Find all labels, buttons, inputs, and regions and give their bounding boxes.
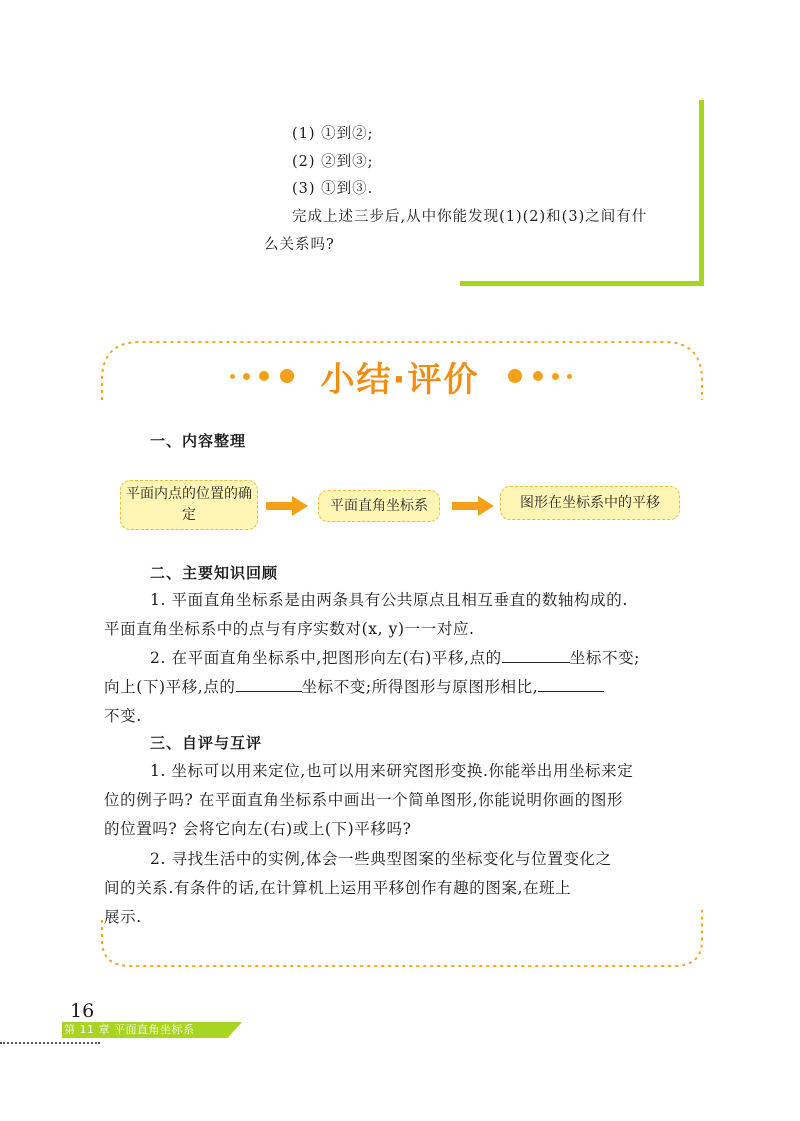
self-eval-para-1-line-2: 位的例子吗? 在平面直角坐标系中画出一个简单图形,你能说明你画的图形 [104, 791, 624, 809]
flow-box-point-position: 平面内点的位置的确定 [120, 480, 258, 530]
fill-blank-2[interactable] [236, 677, 302, 692]
decor-dot [552, 373, 559, 380]
flow-arrow-icon [452, 496, 494, 516]
review-para-1-line-2: 平面直角坐标系中的点与有序实数对(x, y)一一对应. [104, 620, 475, 638]
footer-dotted-rule [0, 1042, 100, 1044]
flow-arrow-icon [266, 496, 308, 516]
summary-title: 小结·评价 [320, 360, 480, 400]
question-line-1: 完成上述三步后,从中你能发现(1)(2)和(3)之间有什 [292, 209, 648, 225]
section-heading-2: 二、主要知识回顾 [150, 564, 279, 582]
question-line-2: 么关系吗? [264, 237, 335, 253]
review-para-2-line-3: 不变. [104, 707, 142, 725]
fill-text: 2. 在平面直角坐标系中,把图形向左(右)平移,点的 [150, 649, 502, 667]
decor-dot [280, 369, 294, 383]
summary-title-banner [226, 350, 576, 400]
page-number: 16 [70, 1000, 95, 1022]
decor-dot [533, 371, 543, 381]
fill-text: 坐标不变; [569, 649, 640, 667]
step-3: (3) ①到③. [292, 181, 374, 197]
self-eval-para-1-line-1: 1. 坐标可以用来定位,也可以用来研究图形变换.你能举出用坐标来定 [150, 762, 634, 780]
self-eval-para-2-line-3: 展示. [104, 908, 142, 926]
decor-dot [259, 371, 269, 381]
activity-box-right-border [699, 100, 704, 286]
fill-blank-3[interactable] [538, 677, 604, 692]
decor-dot [567, 374, 572, 379]
review-para-2-line-1 [150, 646, 640, 668]
chapter-label: 第 11 章 平面直角坐标系 [64, 1023, 195, 1036]
fill-text: 坐标不变;所得图形与原图形相比, [301, 678, 539, 696]
decor-dot [508, 369, 522, 383]
self-eval-para-2-line-2: 间的关系.有条件的话,在计算机上运用平移创作有趣的图案,在班上 [104, 879, 572, 897]
fill-text: 向上(下)平移,点的 [104, 678, 236, 696]
decor-dot [230, 374, 235, 379]
flow-box-translation: 图形在坐标系中的平移 [500, 486, 680, 520]
review-para-2-line-2 [104, 675, 604, 697]
activity-box [0, 0, 800, 300]
flow-box-coordinate-system: 平面直角坐标系 [318, 490, 440, 522]
section-heading-3: 三、自评与互评 [150, 734, 263, 752]
section-heading-1: 一、内容整理 [150, 432, 247, 450]
decor-dot [243, 373, 250, 380]
self-eval-para-1-line-3: 的位置吗? 会将它向左(右)或上(下)平移吗? [104, 820, 412, 838]
activity-box-bottom-border [460, 281, 704, 286]
review-para-1-line-1: 1. 平面直角坐标系是由两条具有公共原点且相互垂直的数轴构成的. [150, 591, 628, 609]
step-2: (2) ②到③; [292, 154, 374, 170]
fill-blank-1[interactable] [502, 648, 570, 663]
step-1: (1) ①到②; [292, 126, 374, 142]
self-eval-para-2-line-1: 2. 寻找生活中的实例,体会一些典型图案的坐标变化与位置变化之 [150, 850, 612, 868]
